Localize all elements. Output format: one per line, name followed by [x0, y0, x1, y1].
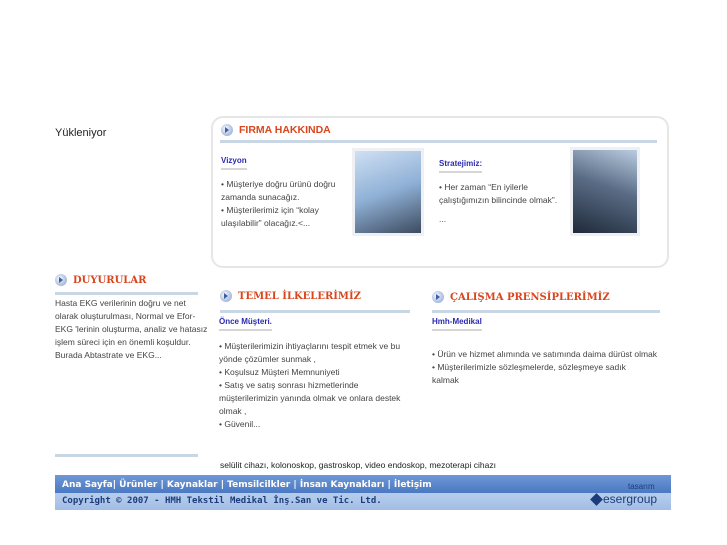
announcements-title [55, 274, 146, 286]
principle-line: • Satış ve satış sonrası hizmetlerinde müşterilerimizin yanında olmak ve onlara destek olmak , [219, 380, 401, 416]
business-people-photo [570, 147, 640, 236]
nav-hr[interactable]: İnsan Kaynakları [299, 480, 385, 490]
divider [432, 310, 660, 313]
principle-line: • Koşulsuz Müşteri Memnuniyeti [219, 367, 340, 377]
esergroup-text: esergroup [603, 492, 658, 506]
announcement-text[interactable]: Hasta EKG verilerinin doğru ve net olarak oluşturulması, Normal ve Efor-EKG 'lerinin oluşturma, analiz ve hatasız işlem süreci için en önemli koşuldur. Burada Abtastrate ve EKG... [55, 298, 208, 360]
arrow-bullet-icon [55, 274, 67, 286]
nav-representatives[interactable]: Temsilcilkler [227, 480, 291, 490]
nav-products[interactable]: Ürünler [119, 480, 158, 490]
keywords-text: selülit cihazı, kolonoskop, gastroskop, video endoskop, mezoterapi cihazı [220, 460, 496, 470]
arrow-bullet-icon [432, 291, 444, 303]
vision-line: • Müşteriye doğru ürünü doğru zamanda sunacağız. [221, 179, 336, 202]
about-title-text: FIRMA HAKKINDA [239, 124, 331, 136]
arrow-bullet-icon [220, 290, 232, 302]
strategy-line: ... [439, 214, 447, 224]
divider [220, 140, 657, 143]
esergroup-diamond-icon [590, 493, 603, 506]
nav-resources[interactable]: Kaynaklar [166, 480, 218, 490]
principles-heading: Önce Müşteri. [219, 317, 272, 331]
divider [55, 454, 198, 457]
strategy-line: • Her zaman “En iyilerle çalıştığımızın bilincinde olmak”. [439, 182, 558, 205]
vision-heading: Vizyon [221, 156, 247, 170]
copyright: Copyright © 2007 - HMH Tekstil Medikal İnş.San ve Tic. Ltd. [55, 493, 671, 510]
esergroup-logo[interactable] [592, 492, 657, 506]
vision-line: • Müşterilerimiz için “kolay ulaşılabilir” olacağız.<... [221, 205, 319, 228]
working-line: • Müşterilerimizle sözleşmelerde, sözleşmeye sadık kalmak [432, 362, 626, 385]
working-heading: Hmh-Medikal [432, 317, 482, 331]
working-principles-title [432, 291, 610, 303]
announcements-title-text: DUYURULAR [73, 274, 147, 286]
principles-title [220, 290, 361, 302]
principle-line: • Güvenil... [219, 419, 261, 429]
footer-nav: Ana Sayfa| Ürünler | Kaynaklar | Temsilcilkler | İnsan Kaynakları | İletişim [55, 475, 671, 493]
working-line: • Ürün ve hizmet alımında ve satımında daima dürüst olmak [432, 349, 658, 359]
principle-line: • Müşterilerimizin ihtiyaçlarını tespit etmek ve bu yönde çözümler sunmak , [219, 341, 401, 364]
about-title [221, 124, 331, 136]
strategy-heading: Stratejimiz: [439, 159, 482, 173]
nav-home[interactable]: Ana Sayfa [62, 480, 113, 490]
nav-contact[interactable]: İletişim [393, 480, 432, 490]
design-label: tasarım [628, 482, 655, 491]
working-principles-title-text: ÇALIŞMA PRENSİPLERİMİZ [450, 291, 610, 303]
divider [55, 292, 198, 295]
arrow-bullet-icon [221, 124, 233, 136]
loading-text: Yükleniyor [55, 127, 107, 139]
principles-title-text: TEMEL İLKELERİMİZ [238, 290, 361, 302]
divider [220, 310, 410, 313]
business-tower-photo [352, 148, 424, 236]
